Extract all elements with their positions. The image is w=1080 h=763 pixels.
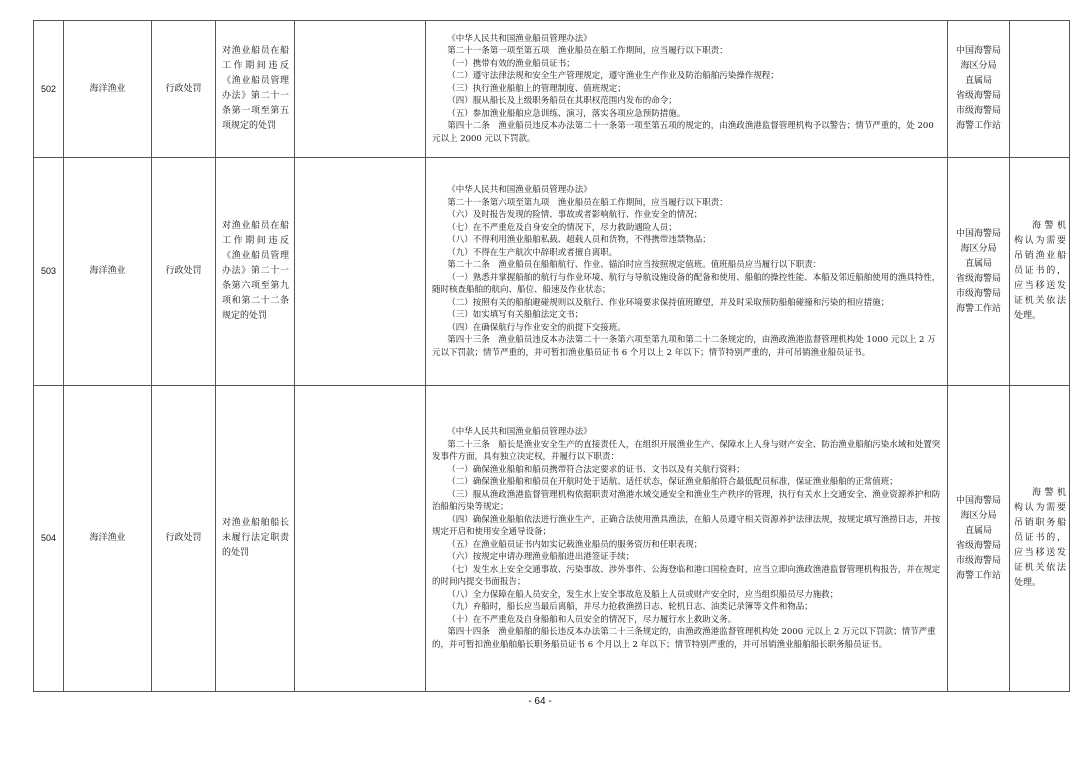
- department-item: 市级海警局: [955, 106, 1001, 116]
- penalty-table: [33, 20, 1070, 692]
- department-item: 省级海警局: [955, 540, 1001, 551]
- department-list: [948, 227, 1009, 317]
- department-item: 直属局: [964, 525, 992, 536]
- department-item: 中国海警局: [955, 46, 1001, 56]
- basis-line: 第四十二条 渔业船员违反本办法第二十一条第一项至第五项的规定的，由渔政渔港监督管理机构予以警告；情节严重的，处 200 元以上 2000 元以下罚款。: [432, 121, 934, 144]
- row-category: 海洋渔业: [64, 386, 152, 692]
- department-item: 海警工作站: [955, 570, 1001, 581]
- basis-line: （八）不得利用渔业船舶私载、超载人员和货物，不得携带违禁物品；: [447, 235, 711, 245]
- basis-line: 《中华人民共和国渔业船员管理办法》: [447, 185, 592, 195]
- row-empty-cell: [295, 158, 426, 386]
- department-item: 海警工作站: [955, 121, 1001, 131]
- row-department: [948, 386, 1010, 692]
- basis-line: （六）按规定申请办理渔业船舶进出港签证手续；: [447, 552, 635, 562]
- item-text: 对渔业船舶船长未履行法定职责的处罚: [222, 518, 289, 558]
- basis-line: （四）在确保航行与作业安全的前提下交接班。: [447, 322, 626, 333]
- note-text: 海警机构认为需要吊销职务船员证书的，应当移送发证机关依法处理。: [1014, 488, 1066, 588]
- basis-line: 第二十二条 渔业船员在船舶航行、作业、锚泊时应当按照规定值班。值班船员应当履行以下职责：: [447, 260, 822, 270]
- basis-line: （四）确保渔业船舶依法进行渔业生产，正确合法使用渔具渔法，在船人员遵守相关资源养护法律法规，按规定填写渔捞日志，并按规定开启和使用安全通导设备；: [432, 514, 941, 537]
- row-type: 行政处罚: [152, 158, 216, 386]
- department-item: 中国海警局: [955, 228, 1001, 239]
- department-item: 海区分局: [960, 510, 997, 521]
- department-item: 市级海警局: [955, 288, 1001, 299]
- department-item: 海警工作站: [955, 303, 1001, 314]
- department-list: [948, 44, 1009, 134]
- department-item: 直属局: [964, 76, 992, 86]
- row-basis: [426, 158, 948, 386]
- row-department: [948, 158, 1010, 386]
- row-type: 行政处罚: [152, 21, 216, 158]
- row-item: [216, 158, 295, 386]
- basis-line: （一）携带有效的渔业船员证书；: [447, 58, 575, 69]
- table-row: [34, 158, 1070, 386]
- page-number: - 64 -: [528, 696, 552, 707]
- row-empty-cell: [295, 21, 426, 158]
- row-category: 海洋渔业: [64, 21, 152, 158]
- basis-line: 《中华人民共和国渔业船员管理办法》: [447, 427, 592, 437]
- basis-line: （三）如实填写有关船舶法定文书；: [447, 310, 584, 320]
- basis-line: （九）不得在生产航次中辞职或者擅自离职。: [447, 247, 618, 258]
- basis-text: [426, 33, 947, 146]
- basis-line: （七）在不严重危及自身安全的情况下，尽力救助遇险人员；: [447, 222, 677, 233]
- row-number: 502: [34, 21, 64, 158]
- row-item: [216, 21, 295, 158]
- basis-line: （六）及时报告发现的险情、事故或者影响航行、作业安全的情况；: [447, 210, 703, 220]
- department-item: 中国海警局: [955, 495, 1001, 506]
- row-empty-cell: [295, 386, 426, 692]
- basis-line: （五）在渔业船员证书内如实记载渔业船员的服务资历和任职表现；: [447, 539, 703, 550]
- basis-line: （一）熟悉并掌握船舶的航行与作业环境、航行与导航设施设备的配备和使用、船舶的操控性能、本船及邻近船舶使用的渔具特性，随时核查船舶的航向、船位、船速及作业状态；: [432, 272, 941, 295]
- department-item: 海区分局: [960, 243, 997, 254]
- basis-line: 《中华人民共和国渔业船员管理办法》: [447, 33, 592, 44]
- department-item: 海区分局: [960, 61, 997, 71]
- row-basis: [426, 21, 948, 158]
- basis-line: （七）发生水上安全交通事故、污染事故、涉外事件、公海登临和港口国检查时，应当立即向渔政渔港监督管理机构报告，并在规定的时间内提交书面报告；: [432, 564, 941, 587]
- department-list: [948, 494, 1009, 584]
- basis-line: （八）全力保障在船人员安全，发生水上安全事故危及船上人员或财产安全时，应当组织船员尽力施救；: [447, 589, 839, 600]
- table-row: [34, 386, 1070, 692]
- row-item: [216, 386, 295, 692]
- basis-line: （三）执行渔业船舶上的管理制度、值班规定；: [447, 83, 626, 94]
- department-item: 直属局: [964, 258, 992, 269]
- item-text: 对渔业船员在船工作期间违反《渔业船员管理办法》第二十一条第一项至第五项规定的处罚: [222, 46, 289, 131]
- basis-line: （一）确保渔业船舶和船员携带符合法定要求的证书、文书以及有关航行资料；: [447, 464, 745, 475]
- basis-line: 第二十三条 船长是渔业安全生产的直接责任人，在组织开展渔业生产、保障水上人身与财产安全、防治渔业船舶污染水域和处置突发事件方面，具有独立决定权，并履行以下职责：: [432, 439, 941, 462]
- row-number: 503: [34, 158, 64, 386]
- basis-line: （九）弃船时，船长应当最后离船，并尽力抢救渔捞日志、轮机日志、油类记录簿等文件和物品；: [447, 602, 813, 612]
- row-note: [1010, 21, 1070, 158]
- basis-text: [426, 184, 947, 359]
- basis-line: （二）确保渔业船舶和船员在开航时处于适航、适任状态，保证渔业船舶符合最低配员标准，保证渔业船舶的正常值班；: [447, 477, 898, 487]
- department-item: 市级海警局: [955, 555, 1001, 566]
- note-text: 海警机构认为需要吊销渔业船员证书的，应当移送发证机关依法处理。: [1014, 221, 1066, 321]
- basis-text: [426, 426, 947, 651]
- basis-line: 第四十三条 渔业船员违反本办法第二十一条第六项至第九项和第二十二条规定的，由渔政渔港监督管理机构处 1000 元以上 2 万元以下罚款；情节严重的，并可暂扣渔业船员证书 6 个月以上 2 年以下；情节特别严重的，并可吊销渔业船员证书。: [432, 335, 936, 358]
- row-category: 海洋渔业: [64, 158, 152, 386]
- department-item: 省级海警局: [955, 91, 1001, 101]
- table-row: [34, 21, 1070, 158]
- item-text: 对渔业船员在船工作期间违反《渔业船员管理办法》第二十一条第六项至第九项和第二十二条规定的处罚: [222, 221, 289, 321]
- row-number: 504: [34, 386, 64, 692]
- basis-line: （二）按照有关的船舶避碰规则以及航行、作业环境要求保持值班瞭望，并及时采取预防船舶碰撞和污染的相应措施；: [447, 297, 890, 308]
- department-item: 省级海警局: [955, 273, 1001, 284]
- row-note: [1010, 386, 1070, 692]
- row-department: [948, 21, 1010, 158]
- row-basis: [426, 386, 948, 692]
- basis-line: （五）参加渔业船舶应急训练、演习，落实各项应急预防措施。: [447, 108, 686, 119]
- basis-line: （三）服从渔政渔港监督管理机构依据职责对渔港水域交通安全和渔业生产秩序的管理，执行有关水上交通安全、渔业资源养护和防治船舶污染等规定；: [432, 489, 941, 512]
- basis-line: 第四十四条 渔业船舶的船长违反本办法第二十三条规定的，由渔政渔港监督管理机构处 2000 元以上 2 万元以下罚款；情节严重的，并可暂扣渔业船舶船长职务船员证书 6 个月以上 2 年以下；情节特别严重的，并可吊销渔业船舶船长职务船员证书。: [432, 627, 936, 650]
- row-type: 行政处罚: [152, 386, 216, 692]
- basis-line: （二）遵守法律法规和安全生产管理规定，遵守渔业生产作业及防治船舶污染操作规程；: [447, 71, 779, 82]
- basis-line: （十）在不严重危及自身船舶和人员安全的情况下，尽力履行水上救助义务。: [447, 614, 737, 625]
- basis-line: （四）服从船长及上级职务船员在其职权范围内发布的命令；: [447, 96, 677, 107]
- row-note: [1010, 158, 1070, 386]
- basis-line: 第二十一条第一项至第五项 渔业船员在船工作期间，应当履行以下职责：: [447, 46, 728, 57]
- basis-line: 第二十一条第六项至第九项 渔业船员在船工作期间，应当履行以下职责：: [447, 197, 728, 208]
